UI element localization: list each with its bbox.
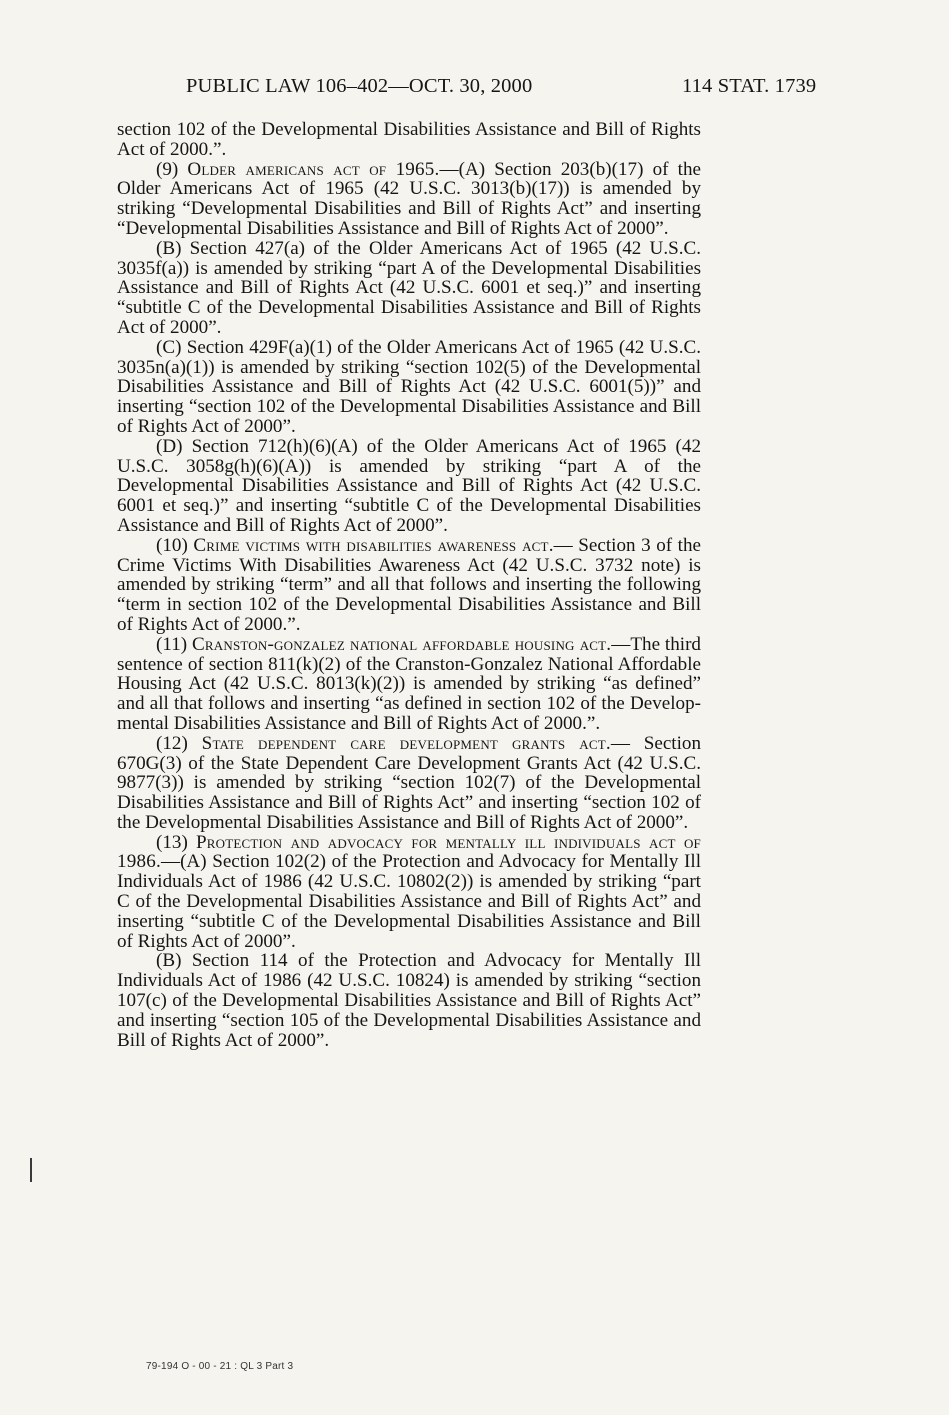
section-heading: State dependent care development grants act. — [201, 732, 611, 754]
running-head — [0, 73, 949, 99]
paragraph-text: —(A) Section 203(b)(17) of the Older Americans Act of 1965 (42 U.S.C. 3013(b)(17)) is amended by striking “Developmental Disabilities and Bill of Rights Act” and inserting “Developmental Disabilities Assistance and Bill of Rights Act of 2000”. — [117, 158, 701, 239]
paragraph-text: —(A) Section 102(2) of the Protection and Advocacy for Mentally Ill Individuals Act of 1986 (42 U.S.C. 10802(2)) is amended by striking “part C of the Developmental Disabilities Assistance and Bill of Rights Act” and inserting “subtitle C of the Developmental Disabilities Assistance and Bill of Rights Act of 2000”. — [117, 851, 701, 952]
paragraph-text: —The third sentence of section 811(k)(2) of the Cranston-Gonzalez National Affordable Housing Act (42 U.S.C. 8013(k)(2)) is amended by striking “as defined” and all that follows and inserting “as defined in section 102 of the Developmental Disabilities Assistance and Bill of Rights Act of 2000.”. — [117, 633, 701, 734]
section-heading: Protection and advocacy for mentally ill individuals act of 1986. — [117, 831, 701, 873]
law-text-body — [117, 120, 701, 1050]
paragraph-number: (10) — [156, 534, 194, 556]
print-job-code: 79-194 O - 00 - 21 : QL 3 Part 3 — [146, 1361, 294, 1372]
paragraph-13 — [117, 833, 701, 952]
statute-page-number: 114 STAT. 1739 — [682, 75, 817, 97]
paragraph-number: (9) — [156, 158, 188, 180]
paragraph-11 — [117, 635, 701, 734]
paragraph-text: — Section 670G(3) of the State Dependent Care Development Grants Act (42 U.S.C. 9877(3)) is amended by striking “section 102(7) of the Developmental Disabilities Assistance and Bill of Rights Act” and inserting “section 102 of the Developmental Disabilities Assistance and Bill of Rights Act of 2000”. — [117, 732, 702, 833]
section-heading: Cranston-gonzalez national affordable housing act. — [191, 633, 612, 655]
paragraph-9 — [117, 160, 701, 239]
paragraph-number: (13) — [156, 831, 196, 853]
section-heading: Crime victims with disabilities awareness act. — [193, 534, 554, 556]
paragraph-number: (12) — [156, 732, 202, 754]
margin-mark — [30, 1158, 32, 1182]
paragraph-9-d: (D) Section 712(h)(6)(A) of the Older Americans Act of 1965 (42 U.S.C. 3058g(h)(6)(A)) is amended by striking “part A of the Developmental Disabilities Assistance and Bill of Rights Act (42 U.S.C. 6001 et seq.)” and inserting “subtitle C of the Developmental Disabilities Assistance and Bill of Rights Act of 2000”. — [117, 435, 701, 536]
paragraph-9-b: (B) Section 427(a) of the Older Americans Act of 1965 (42 U.S.C. 3035f(a)) is amended by striking “part A of the Developmental Disabilities Assistance and Bill of Rights Act (42 U.S.C. 6001 et seq.)” and inserting “subtitle C of the Developmental Disabilities Assistance and Bill of Rights Act of 2000”. — [117, 237, 701, 338]
paragraph-number: (11) — [156, 633, 192, 655]
section-heading: Older americans act of 1965. — [187, 158, 440, 180]
paragraph-9-c: (C) Section 429F(a)(1) of the Older Americans Act of 1965 (42 U.S.C. 3035n(a)(1)) is amended by striking “section 102(5) of the Developmental Disabilities Assistance and Bill of Rights Act (42 U.S.C. 6001(5))” and inserting “section 102 of the Developmental Disabilities Assistance and Bill of Rights Act of 2000”. — [117, 336, 701, 437]
public-law-citation: PUBLIC LAW 106–402—OCT. 30, 2000 — [186, 75, 533, 97]
paragraph-12 — [117, 734, 701, 833]
paragraph-continuation: section 102 of the Developmental Disabilities Assistance and Bill of Rights Act of 2000.”. — [117, 119, 701, 160]
paragraph-13-b: (B) Section 114 of the Protection and Advocacy for Mentally Ill Individuals Act of 1986 (42 U.S.C. 10824) is amended by striking “section 107(c) of the Developmental Disabilities Assistance and Bill of Rights Act” and inserting “section 105 of the Developmental Disabilities Assistance and Bill of Rights Act of 2000”. — [117, 950, 701, 1051]
paragraph-text: — Section 3 of the Crime Victims With Disabilities Awareness Act (42 U.S.C. 3732 note) is amended by striking “term” and all that follows and inserting the following “term in section 102 of the Developmental Disabilities Assistance and Bill of Rights Act of 2000.”. — [117, 534, 701, 635]
paragraph-10 — [117, 536, 701, 635]
